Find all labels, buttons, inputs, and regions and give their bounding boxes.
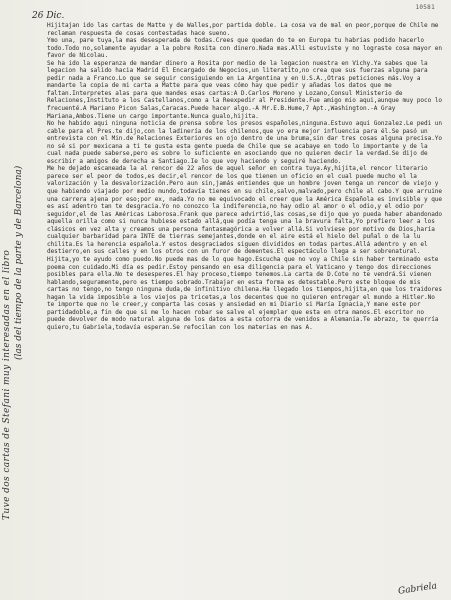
- paragraph: Me he dejado escaneada la al rencor de 22 años de aquel señor en contra tuya.Ay,hijita,el rencor literario parece ser el peor de todos,es decir,el rencor de los que tienen un oficio en el cual puede mucho el la valorización y la desvalorización.Pero aun sin,jamás entiendes que un hombre joven tenga un rencor de viejo y que habiendo viajado por medio mundo,todavía tienes en su chile,salvo,malvado,pero chile al cabo.Y que arruine una carrera ajena por eso;por ex, nada.Yo no me equivocado el creer que la América Española es invisible y que es así adentro tan te desgracia.Yo no conozco la indiferencia,no hay odio al amor o el odio,y el odio por seguidor,el de las Américas Laborosa.Frank que parece advirtió,las cosas,se dijo que yo pueda haber abandonado aquella orilla como si nunca hubiese estado allá,que podía tenga una la bravura falta,Yo prefiero leer a los clásicos en vez alta y creamos una persona fantasmagórica a volver allá.Si volviese por motivo de Dios,haría cualquier barbaridad para INTE de tierras semejantes,donde en el aire está el hielo del puñal o de la lu chilita.Es la herencia española.Y estos desgraciados siguen divididos en todas partes.Allá adentro y en el destierro,en sus calles y en los otros con un furor de dementes.El espectáculo llega a ser sobrenatural.: [47, 165, 446, 256]
- margin-note-handwritten-2: (las del tiempo de la parte y de Barcelona): [14, 165, 24, 360]
- archive-stamp: 10581: [415, 4, 435, 11]
- paragraph: Hijita,yo te ayudo como puedo.No puede mas de lo que hago.Escucha que no voy a Chile sin haber terminado este poema con cuidado.Mi día es pedir.Estoy pensando en esa diligencia para el Vaticano y tengo dos direcciones posibles para ella.No te desesperes.El hay proceso,tiempo tenemos.La carta de D.Cote no te vendrá.Si vienen hablando,seguramente,pero es tiempo sobrado.Trabajar en esta forma es detestable.Pero este bloque de mis cartas no tengo,no tengo ninguna duda,de infinitivo chilena.Ha llegado los tiempos,hijita,en que los traidores hagan la vida imposible a los viejos pa tricetas,a los decentes que no quieren entregar el mundo a Hitler.No te importe que no le creer,y comparta las cosas y ansiedad en mi Diario si María Ignacia,Y mane este por partidadoble,a fin de que si me lo hacen robar se salve el ejemplar que esta en otra manos.El escritor no puede devolver de modo natural alguna de los datos a esta cotorra de venidos a Alemania.Te abrazo, te querría quiero,tu Gabriela,todavía esperan.Se refocilan con los materias en mas A.: [47, 255, 446, 331]
- letter-body: [47, 22, 445, 331]
- paragraph: No he habido aqui ninguna noticia de prensa sobre los presos españoles,ninguna.Estuvo aqui Gonzalez.Le pedi un cable para el Pres.te dijo,con la ladinería de los chilenos,que yo era mejor influencia para él.Se pasó un entrevista con el Min.de Relaciones Exteriores en ojo dentro de una bruma,sin dar tres cosas alguna precisa.Yo no sé si por mexicana a ti te gusta esta gente pueda de Chile que se acabaye en todo lo importante y de la cual nada puede saberse,pero es sobre lo suficiente en asociando que no quieren decir la verdad.Se dijo de escribir a amigos de derecha a Santiago.Ie lo que voy haciendo y seguiré haciendo.: [47, 120, 446, 165]
- paragraph: Se ha ido la esperanza de mandar dinero a Rosita por medio de la legacion nuestra en Vichy.Ya sabes que la legacion ha salido hacia Madrid El Encargado de Negocios,un literatito,no crea que sus fuerzas alguna para pedir nada a Franco.Lo que se seguir consiguiendo en La Argentina y en U.S.A.,Otras peticiones más.Voy a mandarte la copia de mi carta a Matte para que veas cómo hay que pedir y añadas los datos que me faltan.Interpretes alas para que mandes esas cartas:A D.Carlos Moreno y Lozano,Consul Ministerio de Relaciones,Instituto a los Castellanos,como a la Reexpedir al Presidente.Fue amigo mio aqui,aunque muy poco lo frecuenté.A Mariano Picon Salas,Caracas.Puede hacer algo.-A Mr.E.B.Hume,7 Apt.,Washington.-A Gray Mariana,Ambos.Tiene un cargo importante.Nunca gualo,hijita.: [47, 59, 446, 120]
- margin-note-handwritten: Tuve dos cartas de Stefani muy interesadas en el libro: [2, 249, 12, 520]
- letter-date: 26 Dic.: [32, 11, 65, 21]
- paragraph: Hijitajan ido las cartas de Matte y de Walles,por partida doble. La cosa va de mal en peor,porque de Chile me reclaman respuesta de cosas contestadas hace sueno.: [47, 22, 442, 37]
- handwritten-signature: Gabriela: [397, 581, 438, 597]
- paragraph: Ymo una, pare tuya,la mas desesperada de todas.Crees que quedan do te en Europa tu habrias podido hacerlo todo.Todo no,solamente ayudar a la pobre Rosita con dinero.Nada mas.Alli estuviste y no lograste cosa mayor en favor de Nicolau.: [47, 37, 446, 60]
